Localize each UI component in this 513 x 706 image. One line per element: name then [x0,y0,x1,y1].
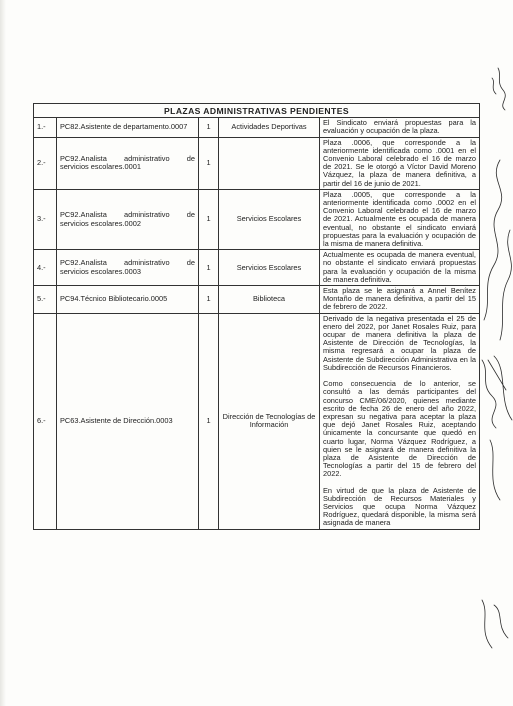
row-quantity: 1 [199,137,219,189]
observation-paragraph: Plaza .0005, que corresponde a la anteriormente identificada como .0002 en el Convenio Laboral celebrado el 16 de marzo de 2021. Actualmente es ocupada de manera eventual, no obstante el sindicato enviará propuestas para la evaluación y ocupación de la misma de manera definitiva. [323,189,476,249]
scan-page-edge [0,0,6,706]
row-observations [320,313,480,529]
row-number: 2.- [34,137,57,189]
row-number: 3.- [34,189,57,249]
row-observations [320,118,480,137]
row-area: Actividades Deportivas [219,118,320,137]
row-position: PC63.Asistente de Dirección.0003 [57,313,199,529]
table-row [34,118,480,137]
row-area: Servicios Escolares [219,189,320,249]
row-observations [320,250,480,286]
row-position: PC94.Técnico Bibliotecario.0005 [57,286,199,314]
row-number: 4.- [34,250,57,286]
table-title: PLAZAS ADMINISTRATIVAS PENDIENTES [34,104,480,118]
observation-paragraph: Actualmente es ocupada de manera eventual, no obstante el sindicato enviará propuestas para la evaluación y ocupación de la misma de manera definitiva. [323,250,476,284]
row-area: Dirección de Tecnologías de Información [219,313,320,529]
row-quantity: 1 [199,118,219,137]
table-row [34,189,480,249]
observation-paragraph: Derivado de la negativa presentada el 25 de enero del 2022, por Janet Rosales Ruiz, para ocupar de manera definitiva la plaza de Asistente de Dirección de Tecnologías, la misma regresará a ocupar la plaza de Asistente de Subdirección Administrativa en la Subdirección de Recursos Financieros. [323,313,476,372]
row-number: 1.- [34,118,57,137]
row-area: Biblioteca [219,286,320,314]
observation-paragraph: Esta plaza se le asignará a Annel Benítez Montaño de manera definitiva, a partir del 15 de febrero de 2022. [323,286,476,312]
table-row [34,286,480,314]
row-position: PC92.Analista administrativo de servicios escolares.0002 [57,189,199,249]
row-observations [320,189,480,249]
row-position: PC92.Analista administrativo de servicios escolares.0001 [57,137,199,189]
observation-paragraph: En virtud de que la plaza de Asistente de Subdirección de Recursos Materiales y Servicios que ocupa Norma Vázquez Rodríguez, quedará disponible, la misma será asignada de manera [323,485,476,528]
row-number: 6.- [34,313,57,529]
observation-paragraph: Como consecuencia de lo anterior, se consultó a las demás participantes del concurso CME/06/2020, quienes mediante escrito de fecha 26 de enero del año 2022, expresan su negativa para aceptar la plaza que dejó Janet Rosales Ruiz, aceptando únicamente la concursante que quedó en cuarto lugar, Norma Vázquez Rodríguez, a quien se le asignará de manera definitiva la plaza de Asistente de Dirección de Tecnologías a partir del 15 de febrero del 2022. [323,379,476,479]
row-position: PC92.Analista administrativo de servicios escolares.0003 [57,250,199,286]
observation-paragraph: El Sindicato enviará propuestas para la evaluación y ocupación de la plaza. [323,118,476,136]
table-row [34,250,480,286]
row-quantity: 1 [199,286,219,314]
row-number: 5.- [34,286,57,314]
row-area: Servicios Escolares [219,250,320,286]
row-position: PC82.Asistente de departamento.0007 [57,118,199,137]
margin-signatures [478,60,513,660]
table-row [34,313,480,529]
plazas-table [33,103,480,530]
table-header-row [34,104,480,118]
row-observations [320,286,480,314]
row-quantity: 1 [199,313,219,529]
observation-paragraph: Plaza .0006, que corresponde a la anteriormente identificada como .0001 en el Convenio Laboral celebrado el 16 de marzo de 2021. Se le otorgó a Víctor David Moreno Vázquez, la plaza de manera definitiva, a partir del 16 de junio de 2021. [323,137,476,188]
row-quantity: 1 [199,250,219,286]
row-observations [320,137,480,189]
row-area [219,137,320,189]
table-row [34,137,480,189]
row-quantity: 1 [199,189,219,249]
